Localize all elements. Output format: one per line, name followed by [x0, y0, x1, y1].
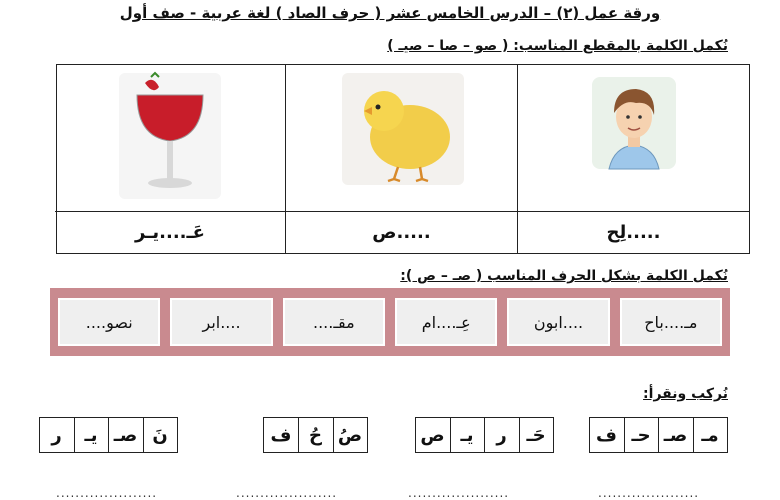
letter-group-3	[265, 417, 369, 453]
word-box: مقـ....	[281, 296, 387, 348]
word-box: ....ابون	[505, 296, 611, 348]
section1-heading: نُكمل الكلمة بالمقطع المناسب: ( صو – صا – صيـ )	[387, 38, 728, 54]
word-box: عِـ....ام	[393, 296, 499, 348]
answer-line[interactable]: .....................	[56, 486, 158, 500]
letter-box: مـ	[692, 417, 728, 453]
word-cell-2: .....ص	[285, 211, 517, 253]
letter-box: حـ	[623, 417, 659, 453]
picture-cell-chick	[285, 65, 517, 211]
boy-icon	[584, 73, 684, 173]
letter-box: ر	[39, 417, 75, 453]
answer-line[interactable]: .....................	[598, 486, 700, 500]
word-box: مـ....باح	[618, 296, 724, 348]
answer-line[interactable]: .....................	[408, 486, 510, 500]
letter-box: ص	[415, 417, 451, 453]
picture-cell-juice	[55, 65, 285, 211]
section3-heading: نُركب ونقرأ:	[643, 386, 728, 402]
letter-box: ف	[263, 417, 299, 453]
letter-group-4	[40, 417, 178, 453]
word-cell-1: .....لِح	[517, 211, 749, 253]
letter-box: يـ	[449, 417, 485, 453]
letter-box: صـ	[108, 417, 144, 453]
letter-box: ف	[589, 417, 625, 453]
section2-heading: نُكمل الكلمة بشكل الحرف المناسب ( صـ – ص ):	[400, 268, 728, 284]
worksheet-title: ورقة عمل (٢) – الدرس الخامس عشر ( حرف الصاد ) لغة عربية - صف أول	[119, 4, 661, 22]
letter-shape-frame	[50, 288, 730, 356]
letter-group-1	[590, 417, 728, 453]
answer-line[interactable]: .....................	[236, 486, 338, 500]
picture-cell-boy	[517, 65, 749, 211]
letter-group-2	[416, 417, 554, 453]
juice-glass-icon	[115, 71, 225, 201]
letter-box: ر	[484, 417, 520, 453]
word-box: ....ابر	[168, 296, 274, 348]
word-box: نصو....	[56, 296, 162, 348]
letter-box: يـ	[73, 417, 109, 453]
letter-box: نَ	[142, 417, 178, 453]
chick-icon	[338, 71, 468, 189]
letter-box: حُ	[298, 417, 334, 453]
letter-box: صُ	[332, 417, 368, 453]
letter-box: حَـ	[518, 417, 554, 453]
word-cell-3: عَـ....يـر	[55, 211, 285, 253]
letter-box: صـ	[658, 417, 694, 453]
picture-word-table	[56, 64, 750, 254]
